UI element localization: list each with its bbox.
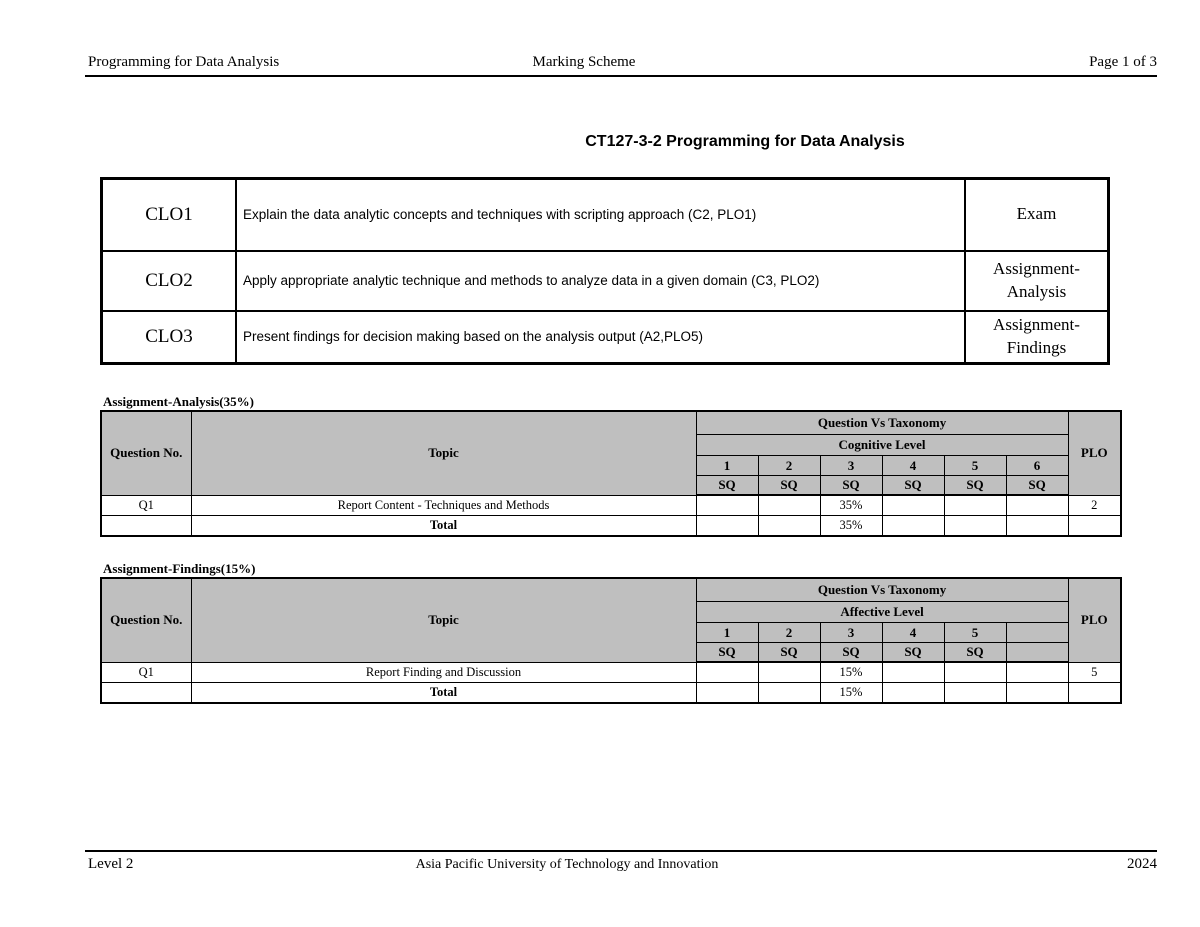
table-header-row [101, 578, 1121, 602]
col-header-plo: PLO [1068, 578, 1121, 662]
table-header-row [101, 411, 1121, 435]
cell-value [882, 516, 944, 537]
clo-table [100, 177, 1110, 365]
clo-code: CLO1 [102, 179, 237, 251]
col-header-level-num: 6 [1006, 456, 1068, 476]
col-header-sq [1006, 643, 1068, 663]
col-header-level-num: 5 [944, 623, 1006, 643]
col-header-level: Affective Level [696, 602, 1068, 623]
cell-total-label: Total [191, 516, 696, 537]
clo-description: Apply appropriate analytic technique and methods to analyze data in a given domain (C3, PLO2) [236, 251, 965, 311]
col-header-sq: SQ [1006, 476, 1068, 496]
cell-value [944, 516, 1006, 537]
col-header-sq: SQ [758, 643, 820, 663]
findings-table [100, 577, 1122, 704]
clo-assessment: Exam [965, 179, 1109, 251]
cell-value [696, 683, 758, 704]
col-header-sq: SQ [882, 476, 944, 496]
col-header-level-num: 4 [882, 456, 944, 476]
col-header-plo: PLO [1068, 411, 1121, 495]
cell-plo: 2 [1068, 495, 1121, 516]
header-doc-type: Marking Scheme [532, 54, 636, 70]
col-header-sq: SQ [944, 476, 1006, 496]
cell-value [696, 662, 758, 683]
cell-plo: 5 [1068, 662, 1121, 683]
cell-plo [1068, 683, 1121, 704]
col-header-level: Cognitive Level [696, 435, 1068, 456]
footer-year: 2024 [1127, 856, 1157, 872]
col-header-sq: SQ [696, 643, 758, 663]
cell-value: 35% [820, 516, 882, 537]
cell-question-no: Q1 [101, 495, 191, 516]
cell-plo [1068, 516, 1121, 537]
header-rule [85, 75, 1157, 77]
analysis-table-caption: Assignment-Analysis(35%) [103, 394, 254, 409]
cell-value [758, 662, 820, 683]
col-header-level-num [1006, 623, 1068, 643]
col-header-taxonomy: Question Vs Taxonomy [696, 411, 1068, 435]
cell-value: 15% [820, 683, 882, 704]
cell-value [696, 516, 758, 537]
col-header-sq: SQ [758, 476, 820, 496]
cell-value [882, 495, 944, 516]
footer-institution: Asia Pacific University of Technology and Innovation [415, 857, 719, 872]
col-header-level-num: 4 [882, 623, 944, 643]
col-header-sq: SQ [696, 476, 758, 496]
cell-value: 35% [820, 495, 882, 516]
col-header-sq: SQ [820, 643, 882, 663]
cell-value [1006, 495, 1068, 516]
col-header-level-num: 2 [758, 623, 820, 643]
header-course-title: Programming for Data Analysis [88, 54, 280, 70]
analysis-table [100, 410, 1122, 537]
findings-table-caption: Assignment-Findings(15%) [103, 561, 256, 576]
cell-value [1006, 662, 1068, 683]
cell-topic: Report Finding and Discussion [191, 662, 696, 683]
col-header-level-num: 1 [696, 623, 758, 643]
table-row [102, 251, 1109, 311]
header-page-number: Page 1 of 3 [1089, 54, 1157, 70]
clo-code: CLO3 [102, 311, 237, 364]
footer-level: Level 2 [88, 856, 134, 872]
cell-value [944, 495, 1006, 516]
clo-description: Explain the data analytic concepts and techniques with scripting approach (C2, PLO1) [236, 179, 965, 251]
col-header-level-num: 5 [944, 456, 1006, 476]
col-header-level-num: 3 [820, 456, 882, 476]
cell-value [758, 516, 820, 537]
clo-assessment: Assignment-Analysis [965, 251, 1109, 311]
page-title: CT127-3-2 Programming for Data Analysis [585, 133, 905, 150]
col-header-topic: Topic [191, 578, 696, 662]
cell-value: 15% [820, 662, 882, 683]
cell-total-label: Total [191, 683, 696, 704]
cell-value [944, 662, 1006, 683]
cell-question-no: Q1 [101, 662, 191, 683]
col-header-question-no: Question No. [101, 411, 191, 495]
table-row [102, 311, 1109, 364]
cell-question-no [101, 683, 191, 704]
col-header-sq: SQ [944, 643, 1006, 663]
cell-value [944, 683, 1006, 704]
col-header-sq: SQ [820, 476, 882, 496]
table-row-total [101, 683, 1121, 704]
col-header-level-num: 3 [820, 623, 882, 643]
col-header-topic: Topic [191, 411, 696, 495]
clo-description: Present findings for decision making based on the analysis output (A2,PLO5) [236, 311, 965, 364]
cell-question-no [101, 516, 191, 537]
table-row [101, 495, 1121, 516]
cell-topic: Report Content - Techniques and Methods [191, 495, 696, 516]
cell-value [758, 683, 820, 704]
clo-code: CLO2 [102, 251, 237, 311]
cell-value [882, 683, 944, 704]
col-header-taxonomy: Question Vs Taxonomy [696, 578, 1068, 602]
col-header-sq: SQ [882, 643, 944, 663]
footer-rule [85, 850, 1157, 852]
cell-value [696, 495, 758, 516]
clo-assessment: Assignment-Findings [965, 311, 1109, 364]
col-header-level-num: 1 [696, 456, 758, 476]
table-row [102, 179, 1109, 251]
cell-value [1006, 683, 1068, 704]
col-header-question-no: Question No. [101, 578, 191, 662]
table-row [101, 662, 1121, 683]
cell-value [758, 495, 820, 516]
cell-value [882, 662, 944, 683]
table-row-total [101, 516, 1121, 537]
cell-value [1006, 516, 1068, 537]
col-header-level-num: 2 [758, 456, 820, 476]
